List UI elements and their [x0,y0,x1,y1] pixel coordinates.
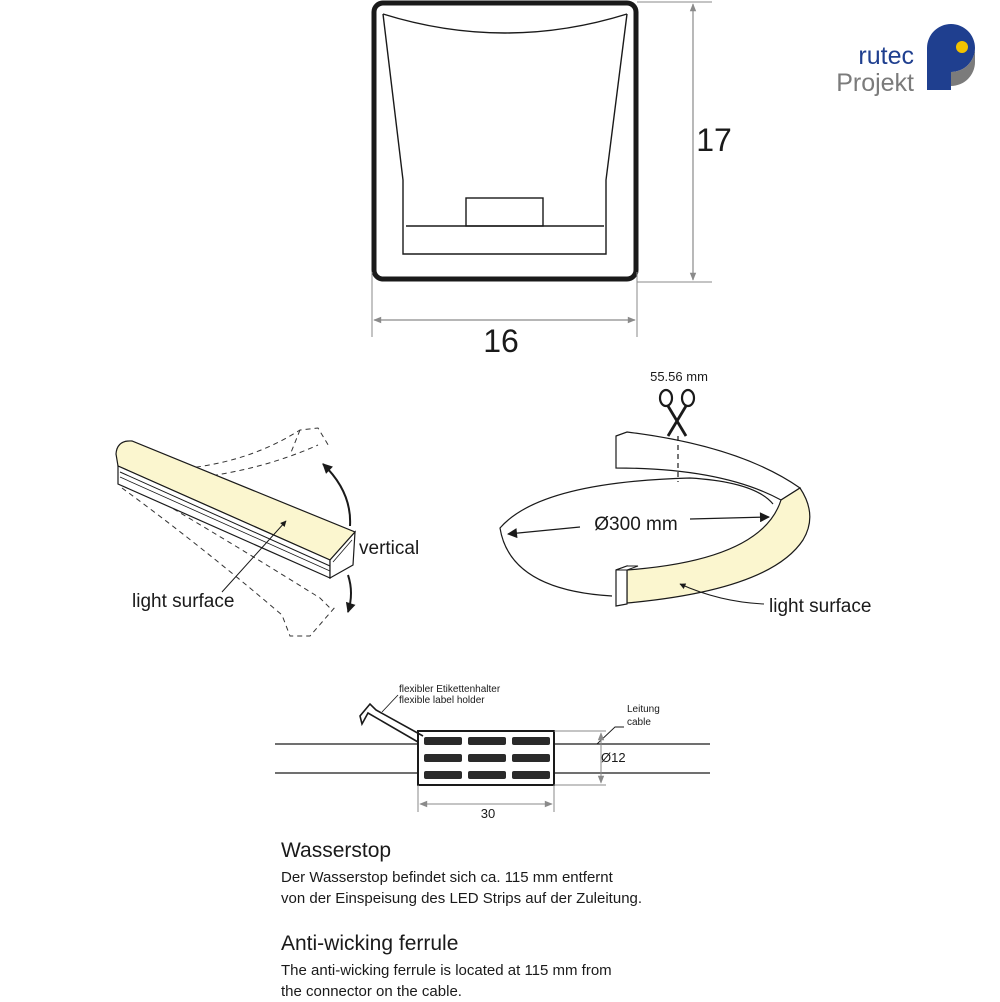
note-german [281,839,841,909]
note-english-line1: The anti-wicking ferrule is located at 115 mm from [281,962,612,979]
p-logo-mark [927,24,975,90]
profile-cross-section [374,3,636,279]
note-german-body [281,867,841,909]
note-german-line1: Der Wasserstop befindet sich ca. 115 mm entfernt [281,869,613,886]
bend-down-arrow [348,575,351,612]
light-surface-label-left: light surface [132,591,235,612]
scissors-icon [660,390,694,436]
diameter-label: Ø300 mm [594,514,678,535]
note-english-line2: the connector on the cable. [281,983,462,1000]
cable-label-de: Leitung [627,704,660,715]
light-surface-horizontal [627,488,810,603]
ferrule-diameter-label: Ø12 [601,750,626,765]
holder-label-de: flexibler Etikettenhalter [399,684,501,695]
vertical-bend-illustration [116,428,419,636]
ferrule-illustration [275,684,710,821]
note-english [281,932,841,1002]
height-dimension-label: 17 [696,122,732,158]
note-german-title: Wasserstop [281,839,392,862]
dimension-width [372,272,637,359]
brand-name-line2: Projekt [836,69,914,97]
label-holder [360,704,423,742]
light-surface-label-right: light surface [769,596,872,617]
brand-name-line1: rutec [858,42,914,70]
note-english-title: Anti-wicking ferrule [281,932,459,955]
cable-label-en: cable [627,717,651,728]
ferrule-body [418,731,554,785]
note-german-line2: von der Einspeisung des LED Strips auf der Zuleitung. [281,890,643,907]
width-dimension-label: 16 [483,323,519,359]
dimension-height [637,2,732,282]
led-chip [466,198,543,226]
bend-up-arrow [323,464,350,526]
holder-label-en: flexible label holder [399,695,485,706]
brand-logo [836,24,975,97]
cut-distance-label: 55.56 mm [650,369,708,384]
ferrule-length-label: 30 [480,806,496,821]
note-english-body [281,960,841,1002]
vertical-label: vertical [359,538,420,559]
horizontal-bend-illustration [500,369,871,617]
